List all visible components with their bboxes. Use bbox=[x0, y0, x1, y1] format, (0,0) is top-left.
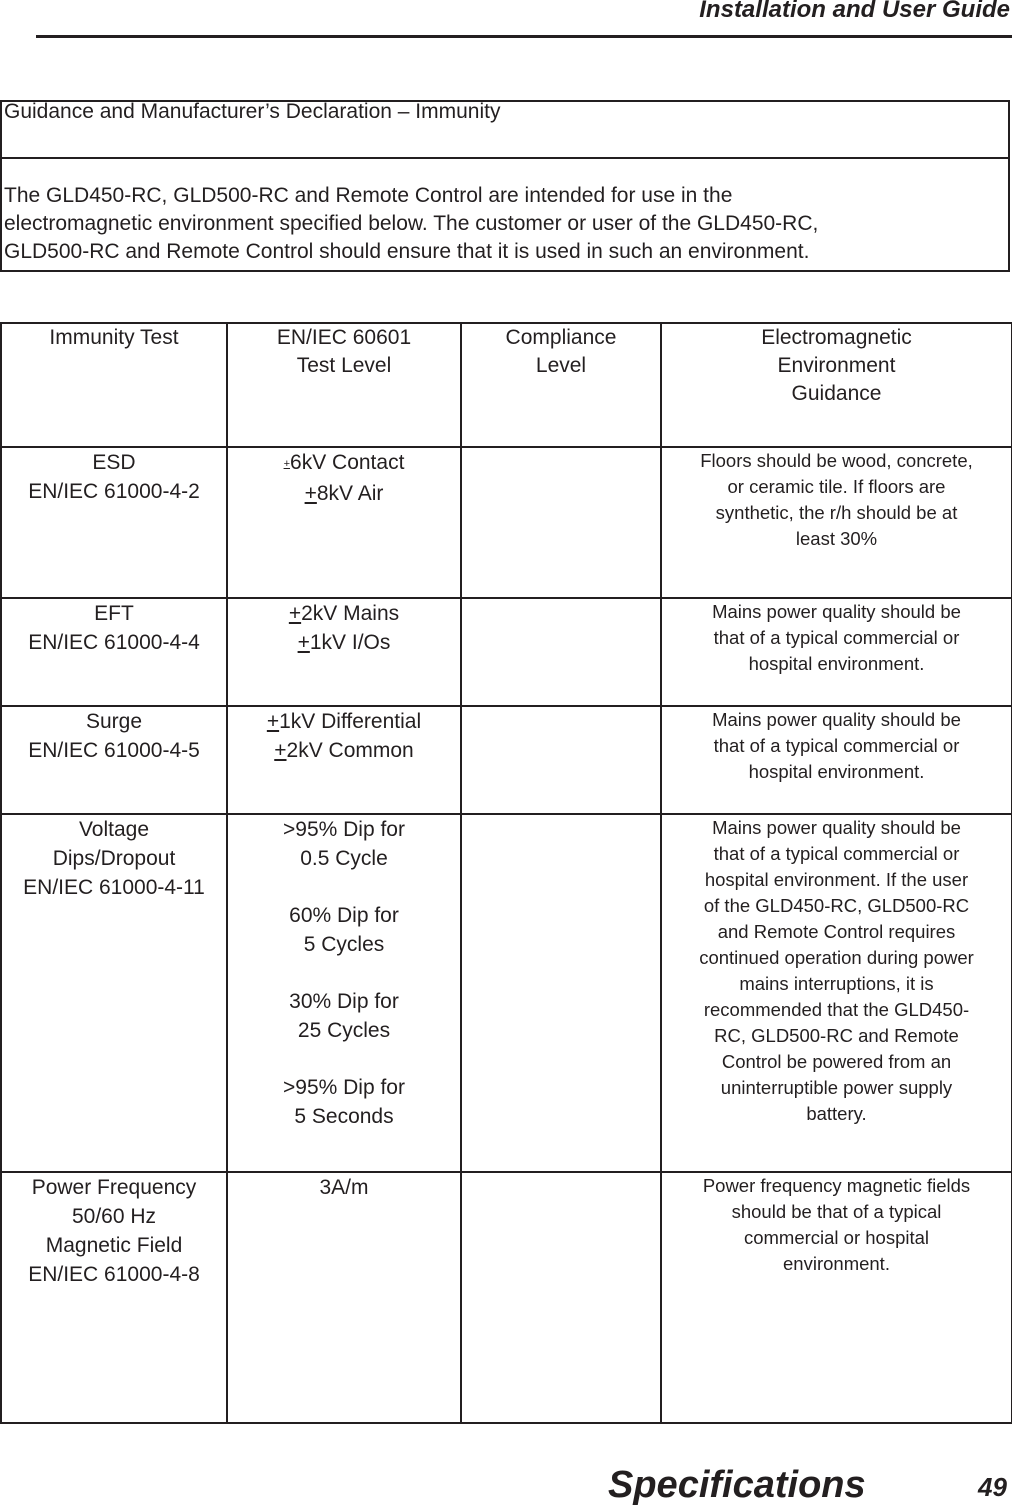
guidance-cell: Power frequency magnetic fields should be that of a typical commercial or hospital environment. bbox=[661, 1172, 1012, 1423]
plus-minus-sign: + bbox=[288, 602, 302, 625]
immunity-test-cell: Surge EN/IEC 61000-4-5 bbox=[1, 706, 227, 814]
table-row bbox=[1, 598, 1012, 706]
compliance-cell bbox=[461, 706, 661, 814]
immunity-test-cell: Power Frequency 50/60 Hz Magnetic Field EN/IEC 61000-4-8 bbox=[1, 1172, 227, 1423]
guidance-cell: Floors should be wood, concrete, or ceramic tile. If floors are synthetic, the r/h should be at least 30% bbox=[661, 447, 1012, 598]
plus-minus-sign: + bbox=[297, 631, 310, 654]
plus-minus-sign: + bbox=[283, 458, 291, 470]
header-test-level: EN/IEC 60601 Test Level bbox=[227, 323, 461, 447]
test-level-cell: 3A/m bbox=[227, 1172, 461, 1423]
immunity-test-cell: ESD EN/IEC 61000-4-2 bbox=[1, 447, 227, 598]
declaration-line: The GLD450-RC, GLD500-RC and Remote Control are intended for use in the bbox=[4, 184, 733, 207]
declaration-divider bbox=[2, 157, 1008, 159]
guidance-cell: Mains power quality should be that of a typical commercial or hospital environment. bbox=[661, 706, 1012, 814]
plus-minus-sign: + bbox=[266, 710, 280, 733]
immunity-test-cell: EFT EN/IEC 61000-4-4 bbox=[1, 598, 227, 706]
guidance-cell: Mains power quality should be that of a typical commercial or hospital environment. If the user of the GLD450-RC, GLD500-RC and Remote Control requires continued operation during power mains interruptions, it is recommended that the GLD450- RC, GLD500-RC and Remote Control be powered from an uninterruptible power supply battery. bbox=[661, 814, 1012, 1172]
declaration-box bbox=[0, 100, 1010, 272]
header-immunity-test: Immunity Test bbox=[1, 323, 227, 447]
header-compliance-level: Compliance Level bbox=[461, 323, 661, 447]
declaration-body bbox=[4, 182, 1004, 266]
table-row bbox=[1, 814, 1012, 1172]
header-guidance: Electromagnetic Environment Guidance bbox=[661, 323, 1012, 447]
compliance-cell bbox=[461, 598, 661, 706]
compliance-cell bbox=[461, 447, 661, 598]
page-header-title: Installation and User Guide bbox=[699, 0, 1010, 23]
plus-minus-sign: + bbox=[274, 739, 287, 762]
test-level-cell: +1kV Differential +2kV Common bbox=[227, 706, 461, 814]
table-row bbox=[1, 447, 1012, 598]
declaration-line: electromagnetic environment specified below. The customer or user of the GLD450-RC, bbox=[4, 212, 819, 235]
header-rule bbox=[36, 35, 1012, 38]
guidance-cell: Mains power quality should be that of a typical commercial or hospital environment. bbox=[661, 598, 1012, 706]
page-number: 49 bbox=[978, 1472, 1007, 1502]
immunity-test-cell: Voltage Dips/Dropout EN/IEC 61000-4-11 bbox=[1, 814, 227, 1172]
test-level-cell: +2kV Mains +1kV I/Os bbox=[227, 598, 461, 706]
declaration-title: Guidance and Manufacturer’s Declaration – Immunity bbox=[4, 100, 501, 123]
compliance-cell bbox=[461, 1172, 661, 1423]
test-level-cell: +6kV Contact +8kV Air bbox=[227, 447, 461, 598]
plus-minus-sign: + bbox=[304, 482, 317, 505]
immunity-table bbox=[0, 322, 1012, 1424]
declaration-line: GLD500-RC and Remote Control should ensure that it is used in such an environment. bbox=[4, 240, 810, 263]
test-level-cell: >95% Dip for 0.5 Cycle 60% Dip for 5 Cycles 30% Dip for 25 Cycles >95% Dip for 5 Seconds bbox=[227, 814, 461, 1172]
table-row bbox=[1, 1172, 1012, 1423]
compliance-cell bbox=[461, 814, 661, 1172]
table-header-row bbox=[1, 323, 1012, 447]
table-row bbox=[1, 706, 1012, 814]
footer-section-title: Specifications bbox=[608, 1464, 866, 1506]
